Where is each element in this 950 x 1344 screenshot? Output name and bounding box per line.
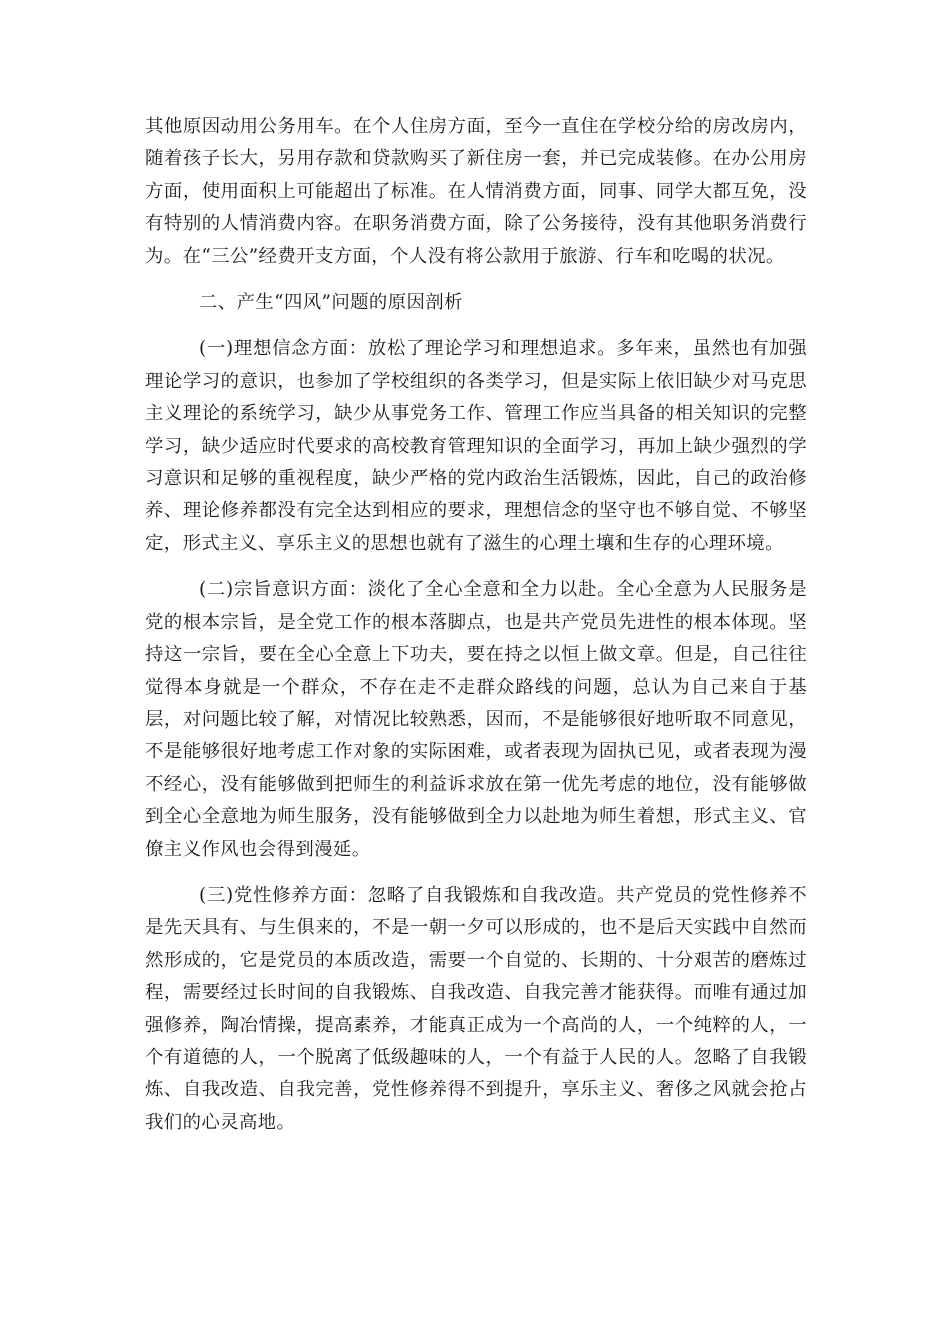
paragraph-purpose-awareness: (二)宗旨意识方面：淡化了全心全意和全力以赴。全心全意为人民服务是党的根本宗旨，是全党工作的根本落脚点，也是共产党员先进性的根本体现。坚持这一宗旨，要在全心全意上下功夫，要在持之以恒上做文章。但是，自己往往觉得本身就是一个群众，不存在走不走群众路线的问题，总认为自己来自于基层，对问题比较了解，对情况比较熟悉，因而，不是能够很好地听取不同意见，不是能够很好地考虑工作对象的实际困难，或者表现为固执已见，或者表现为漫不经心，没有能够做到把师生的利益诉求放在第一优先考虑的地位，没有能够做到全心全意地为师生服务，没有能够做到全力以赴地为师生着想，形式主义、官僚主义作风也会得到漫延。	[145, 579, 807, 860]
paragraph-housing-consumption: 其他原因动用公务用车。在个人住房方面，至今一直住在学校分给的房改房内，随着孩子长大，另用存款和贷款购买了新住房一套，并已完成装修。在办公用房方面，使用面积上可能超出了标准。在人情消费方面，同事、同学大都互免，没有特别的人情消费内容。在职务消费方面，除了公务接待，没有其他职务消费行为。在“三公”经费开支方面，个人没有将公款用于旅游、行车和吃喝的状况。	[145, 116, 807, 267]
section-heading-cause-analysis: 二、产生“四风”问题的原因剖析	[199, 292, 463, 314]
paragraph-ideals-beliefs: (一)理想信念方面：放松了理论学习和理想追求。多年来，虽然也有加强理论学习的意识，也参加了学校组织的各类学习，但是实际上依旧缺少对马克思主义理论的系统学习，缺少从事党务工作、管理工作应当具备的相关知识的完整学习，缺少适应时代要求的高校教育管理知识的全面学习，再加上缺少强烈的学习意识和足够的重视程度，缺少严格的党内政治生活锻炼，因此，自己的政治修养、理论修养都没有完全达到相应的要求，理想信念的坚守也不够自觉、不够坚定，形式主义、享乐主义的思想也就有了滋生的心理土壤和生存的心理环境。	[145, 338, 807, 554]
paragraph-party-spirit: (三)党性修养方面：忽略了自我锻炼和自我改造。共产党员的党性修养不是先天具有、与生俱来的，不是一朝一夕可以形成的，也不是后天实践中自然而然形成的，它是党员的本质改造，需要一个自觉的、长期的、十分艰苦的磨炼过程，需要经过长时间的自我锻炼、自我改造、自我完善才能获得。而唯有通过加强修养，陶冶情操，提高素养，才能真正成为一个高尚的人，一个纯粹的人，一个有道德的人，一个脱离了低级趣味的人，一个有益于人民的人。忽略了自我锻炼、自我改造、自我完善，党性修养得不到提升，享乐主义、奢侈之风就会抢占我们的心灵高地。	[145, 884, 807, 1133]
document-body	[145, 111, 807, 1153]
